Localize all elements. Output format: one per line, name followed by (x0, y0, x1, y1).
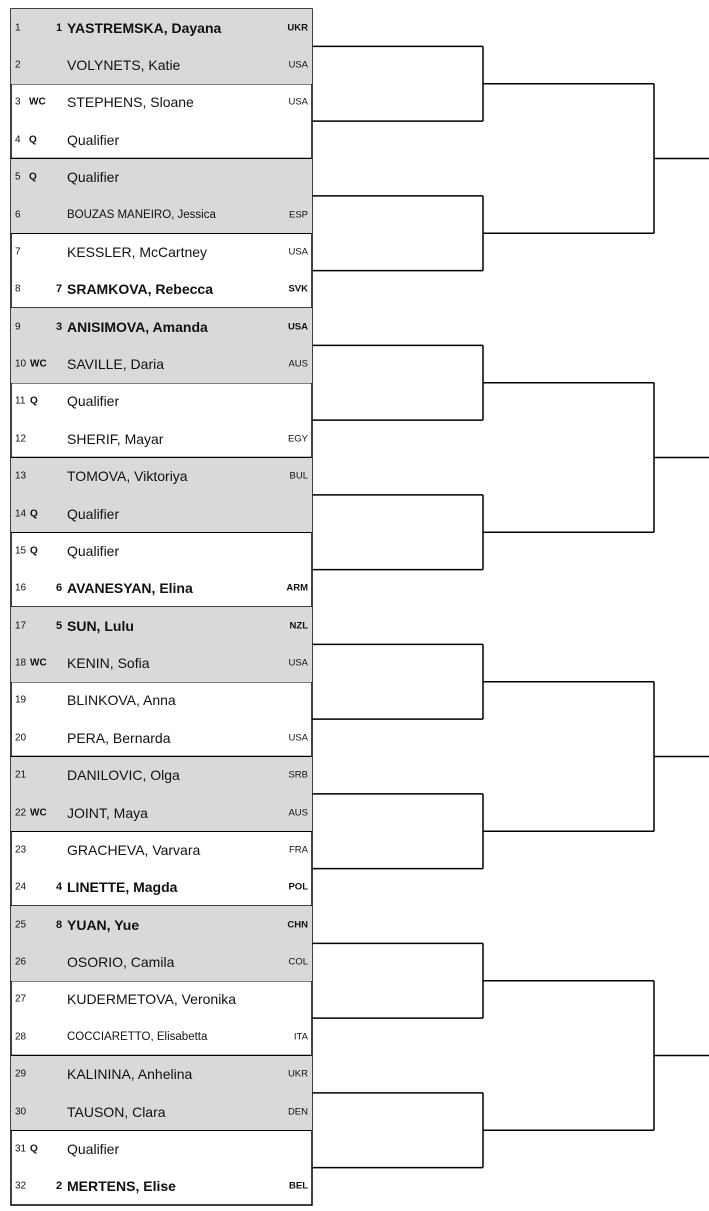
country-code: BEL (289, 1180, 308, 1192)
draw-row (11, 84, 312, 121)
player-name: VOLYNETS, Katie (67, 57, 181, 74)
player-name: MERTENS, Elise (67, 1178, 176, 1195)
draw-row (11, 1018, 312, 1055)
draw-position: 18 (15, 657, 27, 669)
player-name: Qualifier (67, 505, 120, 522)
draw-row (11, 495, 312, 532)
country-code: UKR (287, 1068, 308, 1080)
draw-row (11, 719, 312, 756)
country-code: POL (288, 881, 308, 893)
player-name: KUDERMETOVA, Veronika (67, 991, 237, 1008)
draw-row (11, 757, 312, 794)
country-code: AUS (288, 807, 308, 819)
country-code: USA (288, 246, 308, 258)
player-name: LINETTE, Magda (67, 879, 178, 896)
seed-number: 6 (56, 582, 63, 595)
draw-row (11, 794, 312, 831)
draw-position: 2 (15, 59, 21, 71)
entry-status: Q (30, 508, 38, 520)
country-code: COL (288, 956, 308, 968)
draw-row (11, 1168, 312, 1205)
country-code: ARM (286, 582, 308, 594)
draw-position: 20 (15, 732, 27, 744)
draw-position: 3 (15, 96, 21, 108)
draw-position: 32 (15, 1180, 27, 1192)
player-name: TAUSON, Clara (67, 1103, 166, 1120)
player-name: SUN, Lulu (67, 617, 134, 634)
draw-position: 6 (15, 209, 21, 221)
player-name: BLINKOVA, Anna (67, 692, 176, 709)
entry-status: WC (29, 96, 46, 108)
entry-status: Q (29, 134, 37, 146)
country-code: BUL (289, 470, 308, 482)
draw-position: 23 (15, 844, 27, 856)
draw-row (11, 644, 312, 681)
player-name: GRACHEVA, Varvara (67, 841, 201, 858)
player-name: KENIN, Sofia (67, 655, 150, 672)
draw-row (11, 607, 312, 644)
seed-number: 8 (56, 918, 63, 931)
entry-status: Q (30, 1143, 38, 1155)
country-code: USA (287, 321, 308, 333)
player-name: PERA, Bernarda (67, 729, 171, 746)
draw-row (11, 420, 312, 457)
draw-row (11, 233, 312, 270)
seed-number: 4 (56, 881, 63, 894)
draw-row (11, 981, 312, 1018)
draw-row (11, 9, 312, 46)
draw-position: 8 (15, 283, 21, 295)
draw-position: 12 (15, 433, 27, 445)
draw-position: 29 (15, 1068, 27, 1080)
draw-position: 19 (15, 694, 27, 706)
country-code: EGY (287, 433, 308, 445)
draw-position: 26 (15, 956, 27, 968)
draw-position: 30 (15, 1106, 27, 1118)
country-code: DEN (287, 1106, 308, 1118)
draw-row (11, 345, 312, 382)
draw-row (11, 159, 312, 196)
country-code: USA (288, 657, 308, 669)
seed-number: 2 (56, 1180, 63, 1193)
entry-status: Q (30, 395, 38, 407)
player-name: ANISIMOVA, Amanda (67, 318, 208, 335)
draw-position: 22 (15, 807, 27, 819)
player-name: YUAN, Yue (67, 916, 140, 933)
entry-status: WC (30, 807, 47, 819)
player-name: KALININA, Anhelina (67, 1066, 193, 1083)
country-code: ITA (293, 1031, 308, 1043)
draw-position: 31 (15, 1143, 27, 1155)
draw-row (11, 1130, 312, 1167)
draw-row (11, 196, 312, 233)
draw-row (11, 831, 312, 868)
draw-position: 16 (15, 582, 27, 594)
draw-row (11, 46, 312, 83)
draw-row (11, 943, 312, 980)
draw-row (11, 869, 312, 906)
seed-number: 3 (56, 320, 63, 333)
entry-status: Q (30, 545, 38, 557)
draw-position: 25 (15, 919, 27, 931)
draw-position: 15 (15, 545, 27, 557)
draw-position: 4 (15, 134, 21, 146)
player-name: COCCIARETTO, Elisabetta (67, 1030, 208, 1043)
seed-number: 5 (56, 619, 63, 632)
country-code: AUS (288, 358, 308, 370)
player-name: TOMOVA, Viktoriya (67, 468, 188, 485)
country-code: NZL (289, 620, 308, 632)
draw-row (11, 1056, 312, 1093)
country-code: SRB (288, 769, 308, 781)
player-name: KESSLER, McCartney (67, 243, 208, 260)
country-code: USA (288, 96, 308, 108)
entry-status: WC (30, 358, 47, 370)
draw-position: 1 (15, 22, 21, 34)
country-code: FRA (289, 844, 308, 856)
entry-status: WC (30, 657, 47, 669)
player-name: Qualifier (67, 1140, 120, 1157)
player-name: Qualifier (67, 542, 120, 559)
draw-row (11, 682, 312, 719)
draw-position: 21 (15, 769, 27, 781)
draw-position: 24 (15, 881, 27, 893)
country-code: USA (288, 732, 308, 744)
draw-position: 27 (15, 993, 27, 1005)
player-name: AVANESYAN, Elina (67, 580, 193, 597)
draw-position: 11 (15, 395, 26, 407)
draw-row (11, 383, 312, 420)
country-code: SVK (288, 283, 308, 295)
country-code: UKR (287, 22, 308, 34)
player-name: OSORIO, Camila (67, 954, 175, 971)
draw-position: 7 (15, 246, 21, 258)
player-name: SRAMKOVA, Rebecca (67, 281, 214, 298)
draw-row (11, 271, 312, 308)
player-name: SAVILLE, Daria (67, 356, 165, 373)
entry-status: Q (29, 171, 37, 183)
player-name: JOINT, Maya (67, 804, 148, 821)
player-name: Qualifier (67, 393, 120, 410)
draw-row (11, 458, 312, 495)
country-code: CHN (287, 919, 308, 931)
draw-position: 14 (15, 508, 27, 520)
player-name: YASTREMSKA, Dayana (67, 19, 222, 36)
draw-row (11, 570, 312, 607)
country-code: USA (288, 59, 308, 71)
draw-position: 28 (15, 1031, 27, 1043)
player-name: SHERIF, Mayar (67, 430, 164, 447)
player-name: BOUZAS MANEIRO, Jessica (67, 208, 216, 221)
player-name: Qualifier (67, 169, 120, 186)
player-name: STEPHENS, Sloane (67, 94, 194, 111)
draw-position: 10 (15, 358, 27, 370)
draw-row (11, 121, 312, 158)
player-name: DANILOVIC, Olga (67, 767, 180, 784)
draw-row (11, 906, 312, 943)
draw-position: 13 (15, 470, 27, 482)
draw-position: 17 (15, 620, 27, 632)
seed-number: 7 (56, 283, 63, 296)
draw-row (11, 532, 312, 569)
draw-position: 5 (15, 171, 21, 183)
country-code: ESP (288, 209, 308, 221)
seed-number: 1 (56, 21, 63, 34)
draw-position: 9 (15, 321, 21, 333)
draw-row (11, 1093, 312, 1130)
draw-row (11, 308, 312, 345)
player-name: Qualifier (67, 131, 120, 148)
